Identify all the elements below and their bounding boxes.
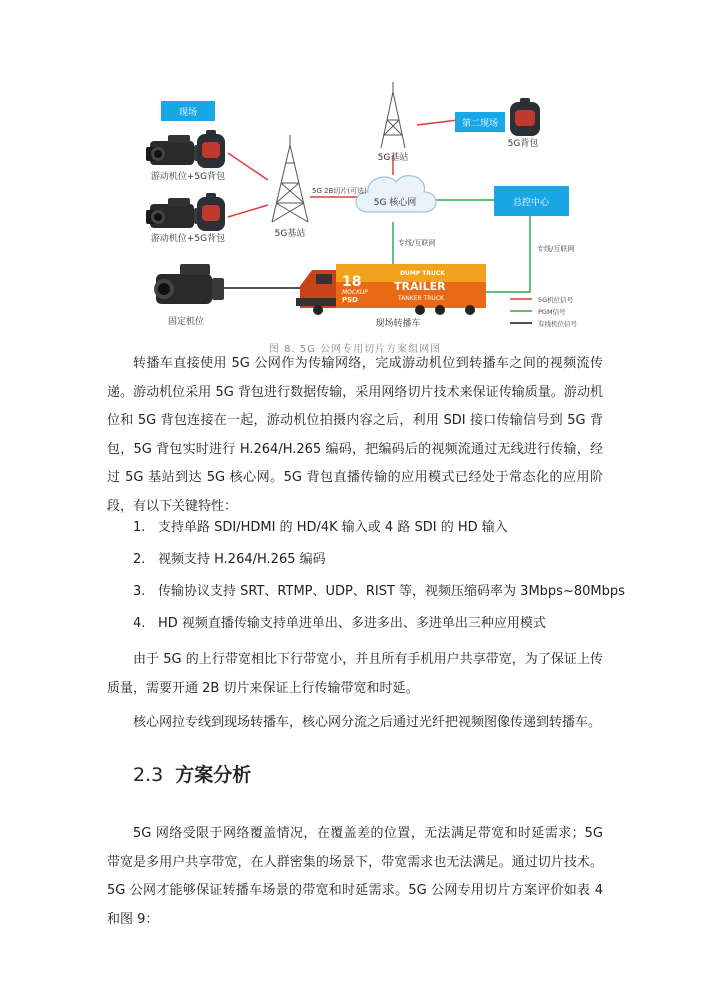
svg-text:总控中心: 总控中心 bbox=[512, 198, 550, 208]
line1-label: 专线/互联网 bbox=[398, 239, 436, 247]
list-number: 2. bbox=[133, 552, 146, 567]
cloud-icon bbox=[356, 176, 436, 212]
svg-text:TRAILER: TRAILER bbox=[394, 280, 446, 293]
link-bstop-backpack bbox=[417, 120, 458, 125]
svg-text:PSD: PSD bbox=[342, 296, 358, 304]
legend-item: 有线机位信号 bbox=[538, 320, 577, 328]
list-item bbox=[133, 614, 546, 634]
backpack-icon bbox=[197, 193, 225, 231]
paragraph: 由于 5G 的上行带宽相比下行带宽小，并且所有手机用户共享带宽，为了保证上传质量，需要开通 2B 切片来保证上行传输带宽和时延。 bbox=[107, 652, 603, 696]
fixed-cam-label: 固定机位 bbox=[167, 317, 205, 327]
camera-icon bbox=[146, 135, 204, 165]
legend-item: PGM信号 bbox=[538, 308, 566, 316]
second-site-label bbox=[455, 112, 505, 132]
site-label bbox=[161, 101, 215, 121]
truck-icon bbox=[296, 264, 486, 315]
link-cam1-bs bbox=[228, 153, 268, 180]
section-title: 方案分析 bbox=[175, 764, 252, 786]
svg-text:5G 核心网: 5G 核心网 bbox=[373, 198, 417, 208]
list-number: 4. bbox=[133, 616, 146, 631]
link-control-truck bbox=[486, 216, 530, 292]
backpack-top-label: 5G背包 bbox=[507, 139, 539, 149]
network-diagram bbox=[0, 0, 710, 340]
cam1-label: 游动机位+5G背包 bbox=[150, 172, 226, 182]
list-text: 支持单路 SDI/HDMI 的 HD/4K 输入或 4 路 SDI 的 HD 输入 bbox=[158, 520, 508, 535]
section-number: 2.3 bbox=[133, 764, 164, 786]
paragraph: 5G 网络受限于网络覆盖情况，在覆盖差的位置，无法满足带宽和时延需求；5G 带宽是多用户共享带宽，在人群密集的场景下，带宽需求也无法满足。通过切片技术。5G 公网才能够保证转播车场景的带宽和时延需求。5G 公网专用切片方案评价如表 4 和图 9： bbox=[107, 826, 603, 927]
control-center-box bbox=[494, 186, 569, 216]
paragraph: 转播车直接使用 5G 公网作为传输网络，完成游动机位到转播车之间的视频流传递。游动机位采用 5G 背包进行数据传输，采用网络切片技术来保证传输质量。游动机位和 5G 背包连接在一起，游动机位拍摄内容之后，利用 SDI 接口传输信号到 5G 背包，5G 背包实时进行 H.264/H.265 编码，把编码后的视频流通过无线进行传输，经过 5G 基站到达 5G 核心网。5G 背包直播传输的应用模式已经处于常态化的应用阶段，有以下关键特性： bbox=[107, 356, 603, 514]
slice-label: 5G 2B切片(可选) bbox=[312, 187, 367, 195]
legend bbox=[510, 295, 578, 328]
legend-item: 5G机位信号 bbox=[538, 296, 574, 304]
backpack-icon bbox=[510, 98, 540, 136]
tower-icon bbox=[381, 82, 405, 148]
figure-caption: 图 8. 5G 公网专用切片方案组网图 bbox=[268, 344, 442, 355]
link-cam2-bs bbox=[228, 205, 268, 217]
list-number: 3. bbox=[133, 584, 146, 599]
paragraph: 核心网拉专线到现场转播车，核心网分流之后通过光纤把视频图像传递到转播车。 bbox=[133, 715, 602, 730]
list-item bbox=[133, 550, 326, 570]
section-heading bbox=[133, 762, 251, 788]
line2-label: 专线/互联网 bbox=[537, 245, 575, 253]
cam2-label: 游动机位+5G背包 bbox=[150, 234, 226, 244]
list-text: 传输协议支持 SRT、RTMP、UDP、RIST 等，视频压缩码率为 3Mbps~80Mbps bbox=[158, 584, 625, 599]
list-text: HD 视频直播传输支持单进单出、多进多出、多进单出三种应用模式 bbox=[158, 616, 546, 631]
svg-text:DUMP TRUCK: DUMP TRUCK bbox=[400, 270, 445, 277]
svg-text:第二现场: 第二现场 bbox=[461, 119, 499, 129]
bs-top-label: 5G基站 bbox=[377, 153, 409, 163]
list-item bbox=[133, 518, 508, 538]
list-text: 视频支持 H.264/H.265 编码 bbox=[158, 552, 326, 567]
svg-text:TANKER TRUCK: TANKER TRUCK bbox=[398, 295, 444, 302]
truck-label: 现场转播车 bbox=[375, 319, 421, 329]
backpack-icon bbox=[197, 130, 225, 168]
list-number: 1. bbox=[133, 520, 146, 535]
camera-icon bbox=[154, 264, 224, 304]
svg-text:18: 18 bbox=[342, 274, 362, 290]
svg-text:MOCKUP: MOCKUP bbox=[342, 289, 368, 296]
list-item bbox=[133, 582, 625, 602]
tower-icon bbox=[272, 135, 308, 222]
camera-icon bbox=[146, 198, 204, 228]
svg-text:现场: 现场 bbox=[178, 108, 198, 118]
bs-left-label: 5G基站 bbox=[274, 229, 306, 239]
